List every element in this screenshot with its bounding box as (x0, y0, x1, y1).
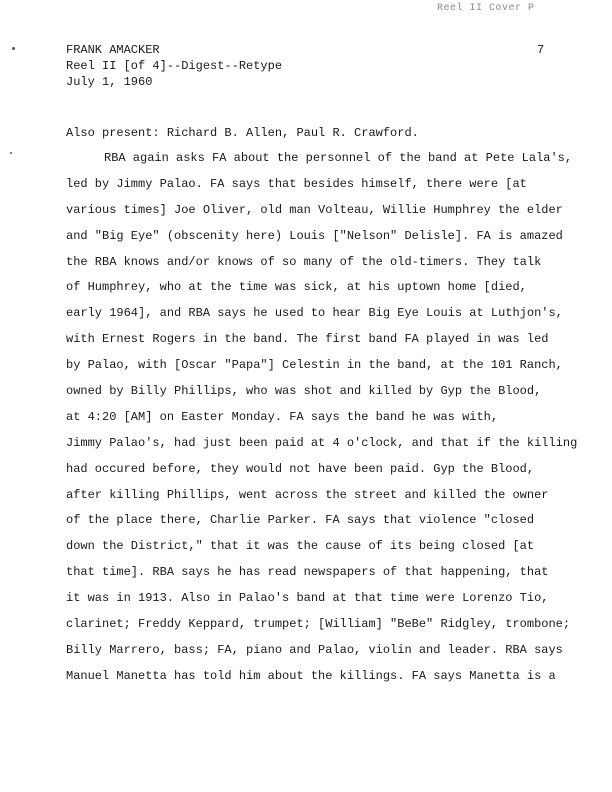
body-line: had occured before, they would not have been paid. Gyp the Blood, (66, 461, 535, 476)
body-line: of the place there, Charlie Parker. FA says that violence "closed (66, 513, 535, 528)
transcript-body (66, 150, 586, 694)
body-line: after killing Phillips, went across the street and killed the owner (66, 487, 549, 502)
interview-date: July 1, 1960 (66, 75, 153, 89)
body-line: with Ernest Rogers in the band. The first band FA played in was led (66, 332, 549, 347)
body-line: clarinet; Freddy Keppard, trumpet; [William] "BeBe" Ridgley, trombone; (66, 617, 571, 632)
body-line: early 1964], and RBA says he used to hear Big Eye Louis at Luthjon's, (66, 306, 563, 321)
scan-speck (10, 152, 12, 154)
body-line: led by Jimmy Palao. FA says that besides himself, there were [at (66, 176, 527, 191)
body-line: at 4:20 [AM] on Easter Monday. FA says the band he was with, (66, 409, 499, 424)
body-line: and "Big Eye" (obscenity here) Louis ["Nelson" Delisle]. FA is amazed (66, 228, 563, 243)
body-line: Billy Marrero, bass; FA, piano and Palao, violin and leader. RBA says (66, 642, 563, 657)
interviewee-name: FRANK AMACKER (66, 43, 160, 57)
body-line: down the District," that it was the cause of its being closed [at (66, 539, 535, 554)
body-line: various times] Joe Oliver, old man Volteau, Willie Humphrey the elder (66, 202, 563, 217)
body-line: that time]. RBA says he has read newspapers of that happening, that (66, 565, 549, 580)
body-line: it was in 1913. Also in Palao's band at that time were Lorenzo Tio, (66, 591, 549, 606)
body-line: Jimmy Palao's, had just been paid at 4 o'clock, and that if the killing (66, 435, 578, 450)
reel-info: Reel II [of 4]--Digest--Retype (66, 59, 283, 73)
document-header (66, 42, 282, 90)
body-line: the RBA knows and/or knows of so many of the old-timers. They talk (66, 254, 542, 269)
scan-speck (12, 47, 15, 50)
body-line: RBA again asks FA about the personnel of the band at Pete Lala's, (104, 151, 573, 165)
page-number: 7 (537, 43, 545, 57)
body-line: owned by Billy Phillips, who was shot and killed by Gyp the Blood, (66, 384, 542, 399)
body-line: of Humphrey, who at the time was sick, at his uptown home [died, (66, 280, 527, 295)
body-line: by Palao, with [Oscar "Papa"] Celestin in the band, at the 101 Ranch, (66, 358, 563, 373)
also-present-line: Also present: Richard B. Allen, Paul R. Crawford. (66, 126, 419, 140)
archive-stamp: Reel II Cover P (437, 3, 535, 14)
body-line: Manuel Manetta has told him about the killings. FA says Manetta is a (66, 668, 556, 683)
